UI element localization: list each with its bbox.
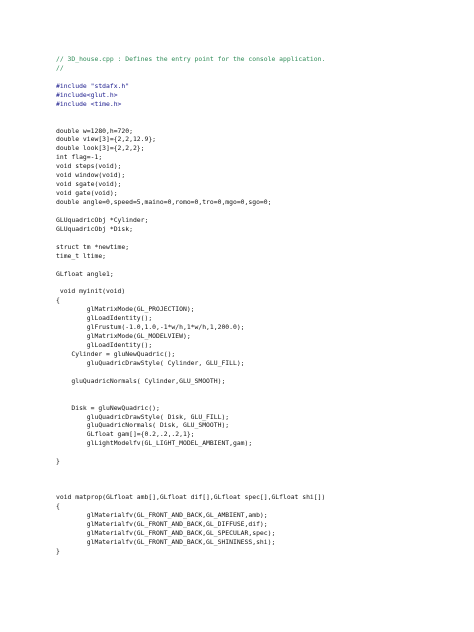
code-line	[56, 484, 325, 493]
code-line	[56, 466, 325, 475]
code-line: glMaterialfv(GL_FRONT_AND_BACK,GL_SPECULAR,spec);	[56, 528, 276, 537]
code-line: Disk = gluNewQuadric();	[56, 403, 160, 412]
code-line: gluQuadricDrawStyle( Disk, GLU_FILL);	[56, 412, 230, 421]
code-line	[56, 207, 325, 216]
code-line: struct tm *newtime;	[56, 242, 130, 251]
code-line: //	[56, 63, 64, 72]
code-line: gluQuadricDrawStyle( Cylinder, GLU_FILL);	[56, 358, 245, 367]
code-line	[56, 278, 325, 287]
code-line: double look[3]={2,2,2};	[56, 144, 145, 153]
code-line	[56, 448, 325, 457]
code-line: GLUquadricObj *Disk;	[56, 224, 133, 233]
code-line: glMaterialfv(GL_FRONT_AND_BACK,GL_SHININESS,shi);	[56, 537, 276, 546]
code-line: }	[56, 457, 60, 466]
code-line: glFrustum(-1.0,1.0,-1*w/h,1*w/h,1,200.0);	[56, 323, 245, 332]
code-line: double view[3]={2,2,12.9};	[56, 135, 157, 144]
code-line: void gate(void);	[56, 189, 118, 198]
code-line: double w=1280,h=720;	[56, 126, 133, 135]
code-line: glLightModelfv(GL_LIGHT_MODEL_AMBIENT,gam);	[56, 439, 253, 448]
code-line	[56, 234, 325, 243]
code-line	[56, 475, 325, 484]
code-line: void window(void);	[56, 171, 126, 180]
code-line: void myinit(void)	[56, 287, 126, 296]
code-line: time_t ltime;	[56, 251, 107, 260]
code-line	[56, 109, 325, 118]
code-line: glMatrixMode(GL_PROJECTION);	[56, 305, 195, 314]
code-line	[56, 395, 325, 404]
code-line: void steps(void);	[56, 162, 122, 171]
code-line: GLUquadricObj *Cylinder;	[56, 215, 149, 224]
source-code-block	[56, 55, 325, 556]
code-line	[56, 261, 325, 270]
code-line	[56, 368, 325, 377]
code-line	[56, 118, 325, 127]
code-line: {	[56, 296, 60, 305]
code-line: gluQuadricNormals( Disk, GLU_SMOOTH);	[56, 421, 230, 430]
code-line: glMaterialfv(GL_FRONT_AND_BACK,GL_DIFFUSE,dif);	[56, 519, 268, 528]
code-line	[56, 73, 325, 82]
code-line: double angle=0,speed=5,maino=0,romo=0,tro=0,mgo=0,sgo=0;	[56, 198, 272, 206]
code-line: glMatrixMode(GL_MODELVIEW);	[56, 332, 191, 341]
code-line: gluQuadricNormals( Cylinder,GLU_SMOOTH);	[56, 376, 226, 385]
code-line	[56, 386, 325, 395]
code-line: int flag=-1;	[56, 153, 103, 162]
code-line: void matprop(GLfloat amb[],GLfloat dif[],GLfloat spec[],GLfloat shi[])	[56, 492, 326, 501]
code-line: void sgate(void);	[56, 180, 122, 189]
code-line: GLfloat angle1;	[56, 269, 114, 278]
code-line: glLoadIdentity();	[56, 341, 153, 349]
code-line: glMaterialfv(GL_FRONT_AND_BACK,GL_AMBIENT,amb);	[56, 510, 268, 519]
code-line: glLoadIdentity();	[56, 314, 153, 323]
code-line: GLfloat gam[]={0.2,.2,.2,1};	[56, 430, 195, 439]
code-line: }	[56, 546, 60, 555]
code-line: Cylinder = gluNewQuadric();	[56, 349, 176, 358]
code-line: {	[56, 501, 60, 510]
code-line: #include<glut.h>	[56, 90, 118, 99]
code-line: #include <time.h>	[56, 99, 122, 108]
code-line: #include "stdafx.h"	[56, 81, 130, 90]
code-line: // 3D_house.cpp : Defines the entry point for the console application.	[56, 55, 326, 63]
